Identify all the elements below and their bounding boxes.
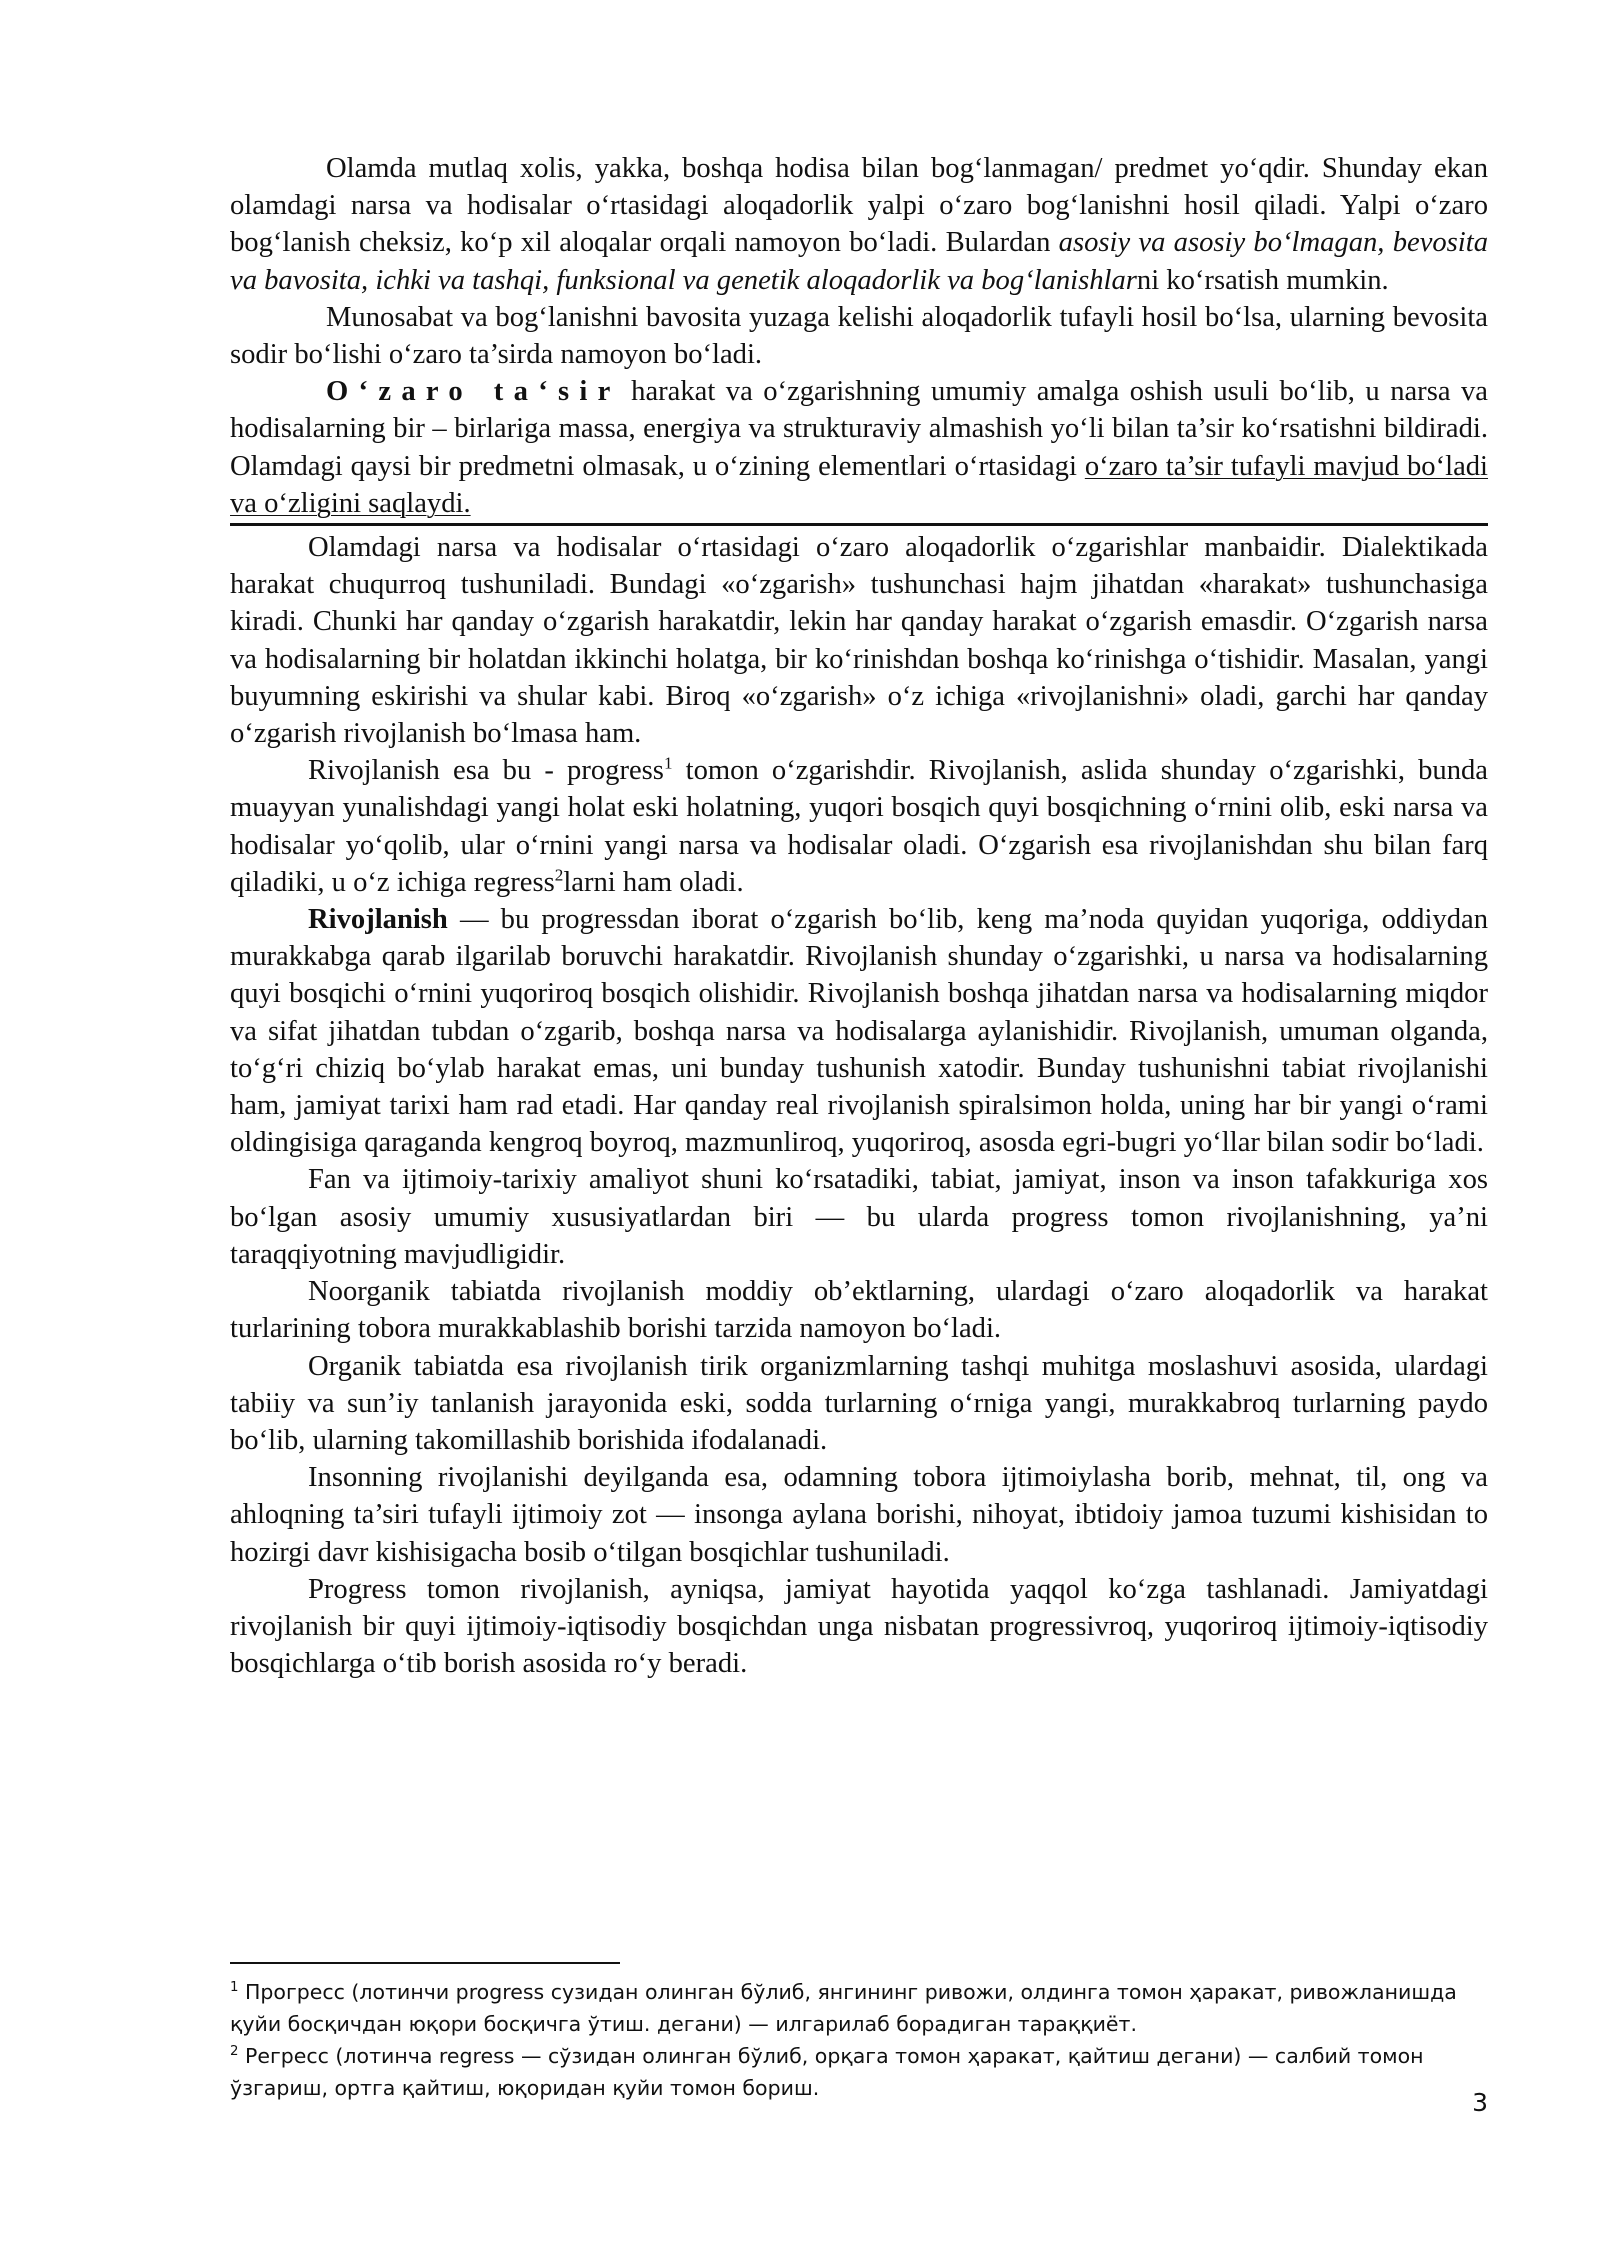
paragraph-5-text: Rivojlanish esa bu - progress [308,755,664,787]
footnote-2-text: Регресс (лотинча regress — сўзидан олинган бўлиб, орқага томон ҳаракат, қайтиш дегани) — салбий томон ўзгариш, ортга қайтиш, юқоридан қуйи томон бориш. [230,2044,1424,2100]
paragraph-1-text: Olamda mutlaq xolis, yakka, boshqa hodisa bilan bog‘lanmagan/ predmet yo‘qdir. Shunday ekan olamdagi narsa va hodisalar o‘rtasidagi aloqadorlik yalpi o‘zaro bog‘lanishni hosil qiladi. Yalpi o‘zaro bog‘lanish cheksiz, ko‘p xil aloqalar orqali namoyon bo‘ladi. Bulardan [230,153,1488,259]
paragraph-1-text-end: ni ko‘rsatish mumkin. [1136,264,1389,296]
paragraph-2: Munosabat va bog‘lanishni bavosita yuzaga kelishi aloqadorlik tufayli hosil bo‘lsa, ularning bevosita sodir bo‘lishi o‘zaro ta’sirda namoyon bo‘ladi. [230,301,1488,371]
footnote-ref-2[interactable]: 2 [554,865,564,885]
paragraph-7: Fan va ijtimoiy-tarixiy amaliyot shuni ko‘rsatadiki, tabiat, jamiyat, inson va inson tafakkuriga xos bo‘lgan asosiy umumiy xususiyatlardan biri — bu ularda progress tomon rivojlanishning, ya’ni taraqqiyotning mavjudligidir. [230,1164,1488,1270]
paragraph-10: Insonning rivojlanishi deyilganda esa, odamning tobora ijtimoiylasha borib, mehnat, til, ong va ahloqning ta’siri tufayli ijtimoiy zot — insonga aylana borishi, nihoyat, ibtidoiy jamoa tuzumi kishisidan to hozirgi davr kishisigacha bosib o‘tilgan bosqichlar tushuniladi. [230,1462,1488,1568]
paragraph-3 [230,373,1488,522]
paragraph-4: Olamdagi narsa va hodisalar o‘rtasidagi o‘zaro aloqadorlik o‘zgarishlar manbaidir. Dialektikada harakat chuqurroq tushuniladi. Bundagi «o‘zgarish» tushunchasi hajm jihatdan «harakat» tushunchasiga kiradi. Chunki har qanday o‘zgarish harakatdir, lekin har qanday harakat o‘zgarish emasdir. O‘zgarish narsa va hodisalarning bir holatdan ikkinchi holatga, bir ko‘rinishdan boshqa ko‘rinishga o‘tishidir. Masalan, yangi buyumning eskirishi va shular kabi. Biroq «o‘zgarish» o‘z ichiga «rivojlanishni» oladi, garchi har qanday o‘zgarish rivojlanish bo‘lmasa ham. [230,532,1488,750]
horizontal-rule [230,523,1488,526]
paragraph-5-text-end: larni ham oladi. [563,866,744,898]
paragraph-1-italic: asosiy va asosiy bo‘lmagan, bevosita va bavosita, ichki va tashqi, funksional va genetik aloqadorlik va bog‘lanishlar [230,227,1488,296]
footnote-2 [230,2040,1488,2104]
body-text [230,150,1488,1682]
paragraph-5 [230,752,1488,901]
paragraph-3-underlined: o‘zaro ta’sir tufayli mavjud bo‘ladi va o‘zligini saqlaydi. [230,450,1489,519]
paragraph-3-text: harakat va o‘zgarishning umumiy amalga oshish usuli bo‘lib, u narsa va hodisalarning bir – birlariga massa, energiya va strukturaviy almashish yo‘li bilan ta’sir ko‘rsatishni bildiradi. Olamdagi qaysi bir predmetni olmasak, u o‘zining elementlari o‘rtasidagi [230,376,1488,482]
footnotes [230,1976,1488,2104]
footnote-separator [230,1962,620,1964]
paragraph-8: Noorganik tabiatda rivojlanish moddiy ob’ektlarning, ulardagi o‘zaro aloqadorlik va harakat turlarining tobora murakkablashib borishi tarzida namoyon bo‘ladi. [230,1276,1488,1345]
paragraph-1 [230,150,1488,299]
footnote-1 [230,1976,1488,2040]
footnote-ref-1[interactable]: 1 [663,753,673,773]
paragraph-9: Organik tabiatda esa rivojlanish tirik organizmlarning tashqi muhitga moslashuvi asosida, ulardagi tabiiy va sun’iy tanlanish jarayonida eski, sodda turlarning o‘rniga yangi, murakkabroq turlarning paydo bo‘lib, ularning takomillashib borishida ifodalanadi. [230,1350,1488,1456]
term-ozaro-tasir: O‘zaro ta‘sir [326,376,621,408]
term-rivojlanish: Rivojlanish [308,904,448,936]
paragraph-6-text: — bu progressdan iborat o‘zgarish bo‘lib, keng ma’noda quyidan yuqoriga, oddiydan murakkabga qarab ilgarilab boruvchi harakatdir. Rivojlanish shunday o‘zgarishki, u narsa va hodisalarning quyi bosqichi o‘rnini yuqoriroq bosqich olishidir. Rivojlanish boshqa jihatdan narsa va hodisalarning miqdor va sifat jihatdan tubdan o‘zgarib, boshqa narsa va hodisalarga aylanishidir. Rivojlanish, umuman olganda, to‘g‘ri chiziq bo‘ylab harakat emas, uni bunday tushunish xatodir. Bunday tushunishni tabiat rivojlanishi ham, jamiyat tarixi ham rad etadi. Har qanday real rivojlanish spiralsimon holda, uning har bir yangi o‘rami oldingisiga qaraganda kengroq boyroq, mazmunliroq, yuqoriroq, asosda egri-bugri yo‘llar bilan sodir bo‘ladi. [230,904,1488,1159]
paragraph-5-text-mid: tomon o‘zgarishdir. Rivojlanish, aslida shunday o‘zgarishki, bunda muayyan yunalishdagi yangi holat eski holatning, yuqori bosqich quyi bosqichning o‘rnini olib, eski narsa va hodisalar yo‘qolib, ular o‘rnini yangi narsa va hodisalar oladi. O‘zgarish esa rivojlanishdan shu bilan farq qiladiki, u o‘z ichiga regress [230,755,1488,898]
footnote-1-text: Прогресс (лотинчи progress сузидан олинган бўлиб, янгининг ривожи, олдинга томон ҳаракат, ривожланишда қуйи босқичдан юқори босқичга ўтиш. дегани) — илгарилаб борадиган тараққиёт. [230,1980,1457,2036]
paragraph-6 [230,901,1488,1161]
footnote-2-number: 2 [230,2044,239,2060]
footnote-1-number: 1 [230,1980,239,1996]
page-number: 3 [1472,2088,1488,2117]
paragraph-11: Progress tomon rivojlanish, ayniqsa, jamiyat hayotida yaqqol ko‘zga tashlanadi. Jamiyatdagi rivojlanish bir quyi ijtimoiy-iqtisodiy bosqichdan unga nisbatan progressivroq, yuqoriroq ijtimoiy-iqtisodiy bosqichlarga o‘tib borish asosida ro‘y beradi. [230,1573,1488,1680]
